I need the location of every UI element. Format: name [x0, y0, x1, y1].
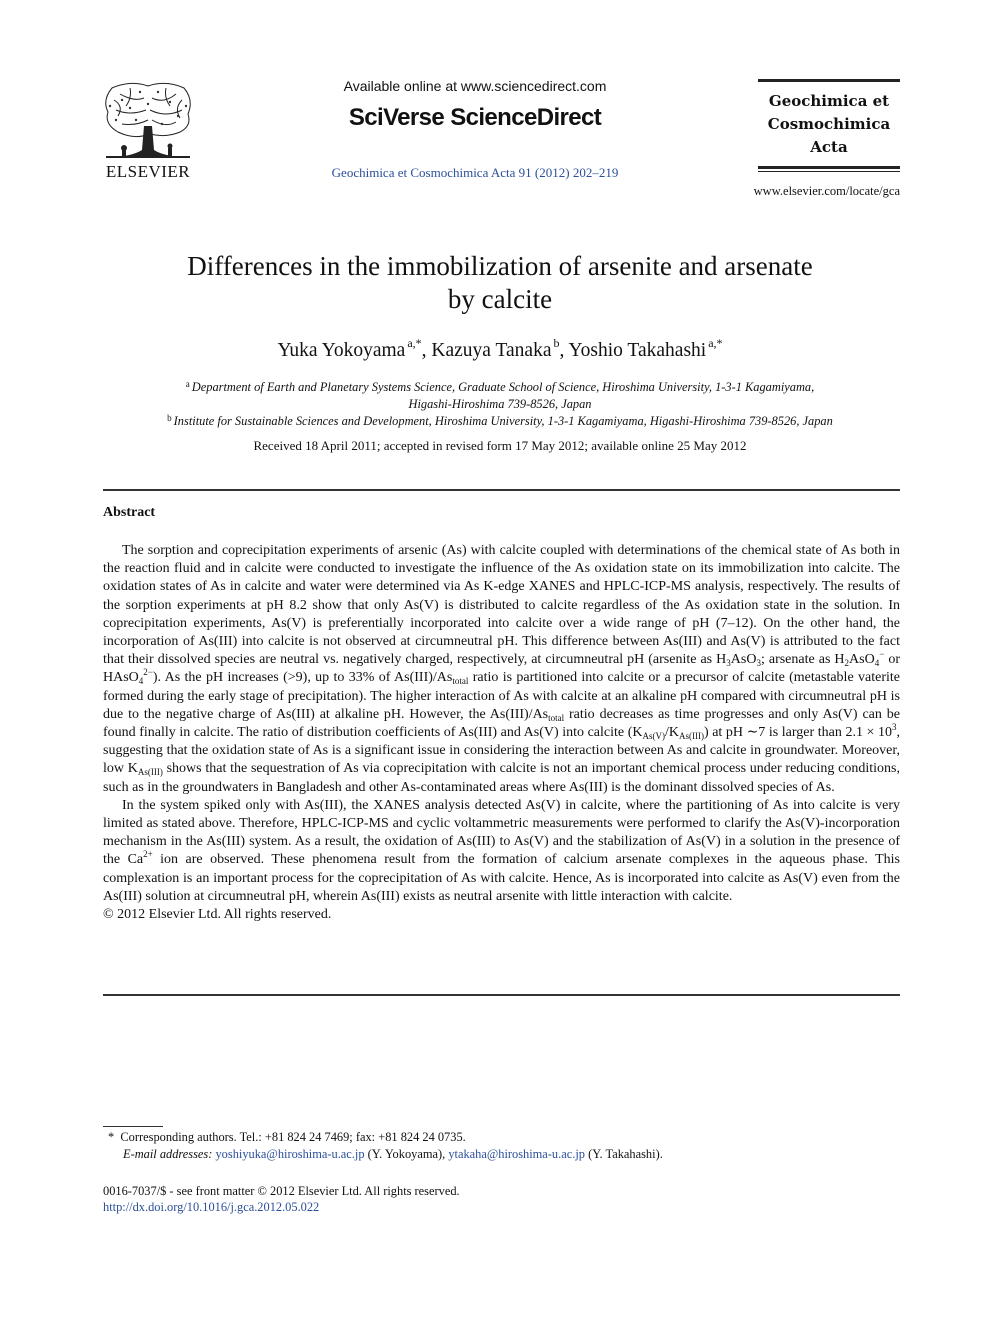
superscript: 3: [892, 722, 897, 733]
author-marks: a,*: [407, 336, 422, 350]
abstract-paragraph: [103, 542, 900, 797]
journal-name-line: Acta: [810, 138, 848, 156]
journal-name-line: Geochimica et: [768, 92, 890, 110]
text-run: or HAsO: [103, 652, 900, 686]
author-name[interactable]: Yuka Yokoyama: [277, 340, 406, 361]
journal-url[interactable]: www.elsevier.com/locate/gca: [753, 184, 900, 198]
subscript: 3: [726, 658, 731, 669]
text-run: , suggesting that the oxidation state of As is a significant issue in considering the interaction between As and calcite in groundwater. Moreover, low K: [103, 725, 900, 777]
subscript: 4: [874, 658, 880, 669]
article-dates: Received 18 April 2011; accepted in revised form 17 May 2012; available online 25 May 2012: [253, 438, 747, 453]
superscript: −: [879, 649, 885, 660]
author-marks: a,*: [708, 336, 723, 350]
affiliation-text: Higashi-Hiroshima 739-8526, Japan: [408, 397, 592, 411]
abstract-heading: Abstract: [103, 505, 156, 520]
author-list: Yuka Yokoyama $^{a,*}$, Kazuya Tanaka $^b$, Yoshio Takahashi $^{a,*}$: [277, 336, 723, 361]
text-run: AsO: [849, 652, 875, 668]
affiliation-text: Institute for Sustainable Sciences and Development, Hiroshima University, 1-3-1 Kagamiyama, Higashi-Hiroshima 739-8526, Japan: [173, 414, 833, 428]
text-run: ratio is partitioned into calcite or a precursor of calcite (metastable vaterite formed during the early stage of precipitation). The higher interaction of As with calcite at an alkaline pH compared with circumneutral pH is due to the negative charge of As(III) at alkaline pH. However, the As(III)/As: [103, 670, 900, 722]
journal-name: [758, 82, 900, 166]
elsevier-tree-icon: [100, 80, 196, 162]
available-online-text: Available online at www.sciencedirect.com: [343, 78, 607, 94]
footnote-star: *: [108, 1130, 115, 1144]
subscript: 2: [844, 658, 850, 669]
subscript: 3: [756, 658, 761, 669]
superscript: 2+: [143, 849, 153, 860]
footnote-rule: [103, 1126, 163, 1127]
author-name[interactable]: Kazuya Tanaka: [431, 340, 552, 361]
article-title-line: Differences in the immobilization of arsenite and arsenate: [187, 251, 813, 281]
abstract-rule-top: [103, 489, 900, 491]
affiliation-mark: a: [185, 379, 190, 389]
corresponding-text: Corresponding authors. Tel.: +81 824 24 7469; fax: +81 824 24 0735.: [120, 1130, 466, 1144]
journal-citation[interactable]: Geochimica et Cosmochimica Acta 91 (2012) 202–219: [331, 165, 619, 180]
article-title: [100, 250, 900, 316]
text-run: The sorption and coprecipitation experiments of arsenic (As) with calcite coupled with determinations of the chemical state of As both in the reaction fluid and in calcite were conducted to investigate the influence of the As oxidation state on its immobilization into calcite. The oxidation states of As in calcite and water were determined via As K-edge XANES and HPLC-ICP-MS analysis, respectively. The results of the sorption experiments at pH 8.2 show that only As(V) is distributed to calcite regardless of the As oxidation state in the solution. In coprecipitation experiments, As(V) is preferentially incorporated into calcite over a wide range of pH (7–12). On the other hand, the incorporation of As(III) into calcite is not observed at circumneutral pH. This difference between As(III) and As(V) is attributed to the fact that their dissolved species are neutral vs. negatively charged, respectively, at circumneutral pH (arsenite as H: [103, 543, 900, 668]
subscript: total: [548, 712, 565, 723]
affiliation-text: Department of Earth and Planetary Systems Science, Graduate School of Science, Hiroshima University, 1-3-1 Kagamiyama,: [191, 380, 815, 394]
affiliation-mark: b: [167, 413, 172, 423]
journal-title-box: [758, 79, 900, 172]
email-label: E-mail addresses:: [123, 1147, 213, 1161]
abstract-rule-bottom: [103, 994, 900, 996]
text-run: /K: [664, 725, 679, 741]
subscript: As(III): [137, 767, 163, 778]
text-run: ratio decreases as time progresses and only As(V) can be found finally in calcite. The ratio of distribution coefficients of As(III) and As(V) into calcite (K: [103, 706, 900, 741]
email-owner: (Y. Yokoyama),: [364, 1147, 449, 1161]
journal-rule-bottom: [758, 166, 900, 169]
email-link[interactable]: yoshiyuka@hiroshima-u.ac.jp: [215, 1147, 365, 1161]
text-run: ; arsenate as H: [760, 652, 845, 668]
text-run: ). As the pH increases (>9), up to 33% of As(III)/As: [152, 670, 453, 686]
author-marks: b: [553, 336, 560, 350]
text-run: shows that the sequestration of As via coprecipitation with calcite is not an important chemical process under reducing conditions, such as in the groundwaters in Bangladesh and other As-contaminated areas where As(III) is the dominant dissolved species of As.: [103, 761, 900, 795]
abstract-paragraph: [103, 797, 900, 906]
article-title-line: by calcite: [447, 284, 553, 314]
email-owner: (Y. Takahashi).: [584, 1147, 663, 1161]
sciencedirect-brand: SciVerse ScienceDirect: [348, 104, 602, 131]
subscript: As(V): [642, 731, 665, 742]
journal-rule-bottom-thin: [758, 171, 900, 172]
text-run: ion are observed. These phenomena result from the formation of calcium arsenate complexes in the aqueous phase. This complexation is an important process for the coprecipitation of As with calcite. Hence, As is incorporated into calcite as As(V) even from the As(III) solution at circumneutral pH, wherein As(III) exists as neutral arsenite with little interaction with calcite.: [103, 852, 900, 904]
abstract-body: [103, 542, 900, 924]
abstract-copyright: © 2012 Elsevier Ltd. All rights reserved.: [103, 907, 332, 923]
affiliation-b: [110, 410, 890, 430]
issn-line: 0016-7037/$ - see front matter © 2012 Elsevier Ltd. All rights reserved.: [103, 1184, 460, 1198]
email-link[interactable]: ytakaha@hiroshima-u.ac.jp: [448, 1147, 585, 1161]
author-name[interactable]: Yoshio Takahashi: [568, 340, 707, 361]
subscript: As(III): [678, 731, 704, 742]
affiliation-a: [110, 376, 890, 413]
subscript: total: [452, 676, 469, 687]
text-run: ) at pH ∼7 is larger than 2.1 × 10: [703, 725, 892, 741]
text-run: In the system spiked only with As(III), the XANES analysis detected As(V) in calcite, where the partitioning of As into calcite is very limited as stated above. Therefore, HPLC-ICP-MS and cyclic voltammetric measurements were performed to clarify the As(V)-incorporation mechanism in the As(III) system. As a result, the oxidation of As(III) to As(V) and the stabilization of As(V) in a solution in the presence of the Ca: [103, 797, 900, 868]
text-run: AsO: [730, 652, 757, 668]
email-note: [123, 1147, 663, 1162]
journal-name-line: Cosmochimica: [767, 115, 891, 133]
superscript: 2−: [143, 667, 153, 678]
corresponding-author-note: [108, 1130, 466, 1145]
publisher-name: ELSEVIER: [105, 162, 191, 181]
subscript: 4: [138, 676, 144, 687]
elsevier-logo: [100, 80, 196, 182]
doi-link[interactable]: http://dx.doi.org/10.1016/j.gca.2012.05.022: [103, 1200, 320, 1214]
